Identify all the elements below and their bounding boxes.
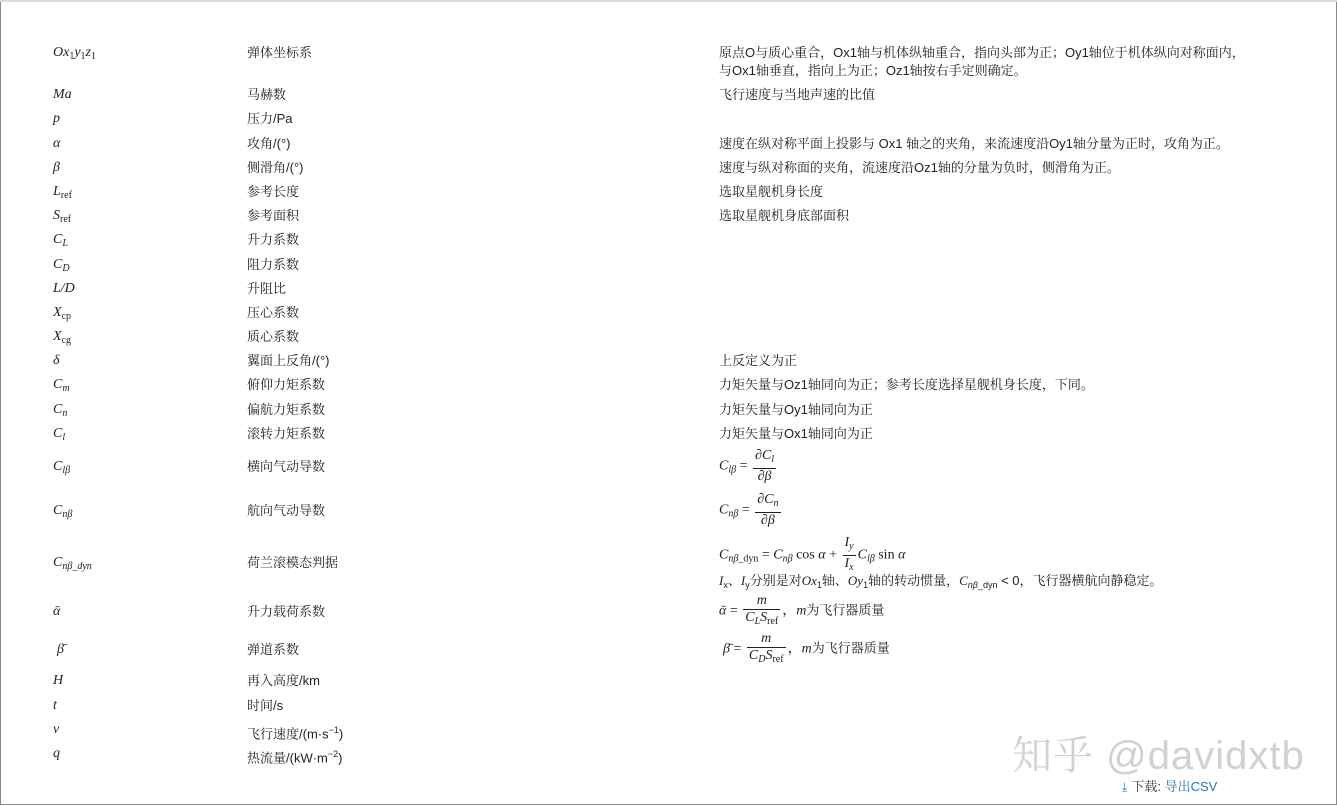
formula-beta-bar: β̄ = $\frac{m}{C_DS_{ref}}$ ，m为飞行器质量 xyxy=(723,631,890,665)
export-csv-link[interactable]: 导出CSV xyxy=(1164,779,1218,794)
name-cell: 翼面上反角/(°) xyxy=(247,353,330,368)
top-border xyxy=(0,0,1337,2)
name-cell: 横向气动导数 xyxy=(247,459,326,474)
description-cell: 选取星舰机身底部面积 xyxy=(719,208,850,223)
name-cell: 俯仰力矩系数 xyxy=(247,377,326,392)
name-cell: 参考面积 xyxy=(247,208,300,223)
symbol-cell: H xyxy=(53,673,64,688)
name-cell: 荷兰滚模态判据 xyxy=(247,555,339,570)
symbol-cell: L/D xyxy=(53,281,75,296)
download-label: 下载: xyxy=(1131,779,1161,794)
symbol-cell: $C_m$ xyxy=(53,377,70,394)
download-footer xyxy=(1122,776,1217,795)
symbol-cell: ᾱ xyxy=(53,604,61,619)
name-cell: 升力系数 xyxy=(247,232,300,247)
symbol-cell: δ xyxy=(53,353,60,368)
description-cell: 速度与纵对称面的夹角，流速度沿Oz1轴的分量为负时，侧滑角为正。 xyxy=(719,160,1120,175)
name-cell: 弹道系数 xyxy=(247,642,300,657)
description-cell: 力矩矢量与Oz1轴同向为正；参考长度选择星舰机身长度，下同。 xyxy=(719,377,1094,392)
name-cell: 阻力系数 xyxy=(247,257,300,272)
name-cell: 再入高度/km xyxy=(247,673,320,688)
symbol-cell: $C_l$ xyxy=(53,426,66,443)
name-cell: 时间/s xyxy=(247,698,284,713)
name-cell: 弹体坐标系 xyxy=(247,45,313,60)
name-cell: 滚转力矩系数 xyxy=(247,426,326,441)
name-cell: 航向气动导数 xyxy=(247,503,326,518)
symbol-cell: β̄ xyxy=(57,642,64,657)
download-icon: ⤓ xyxy=(1122,780,1128,794)
symbol-cell: $C_{l\beta}$ xyxy=(53,459,71,476)
formula-clbeta: $C_{l\beta}$ = $\frac{\partial C_l}{\partial\beta}$ xyxy=(719,448,775,484)
watermark: 知乎 @davidxtb xyxy=(1012,734,1305,778)
name-cell: 压力/Pa xyxy=(247,111,293,126)
symbol-cell: p xyxy=(53,111,60,126)
symbol-cell: $C_L$ xyxy=(53,232,68,249)
name-cell: 参考长度 xyxy=(247,184,300,199)
symbol-cell: $C_D$ xyxy=(53,257,70,274)
formula-cnbeta: $C_{n\beta}$ = $\frac{\partial C_n}{\partial\beta}$ xyxy=(719,492,779,528)
symbol-cell: v xyxy=(53,722,60,737)
symbol-cell: $C_n$ xyxy=(53,402,68,419)
description-cell: 原点O与质心重合，Ox1轴与机体纵轴重合，指向头部为正；Oy1轴位于机体纵向对称面内， 与Ox1轴垂直，指向上为正；Oz1轴按右手定则确定。 xyxy=(719,45,1245,78)
symbol-cell: $S_{ref}$ xyxy=(53,208,72,225)
name-cell: 升阻比 xyxy=(247,281,287,296)
symbol-cell: Ma xyxy=(53,87,72,102)
symbol-cell: $C_{n\beta}$ xyxy=(53,503,73,520)
symbol-cell: q xyxy=(53,746,60,761)
description-cell: 力矩矢量与Ox1轴同向为正 xyxy=(719,426,873,441)
symbol-cell: $X_{cp}$ xyxy=(53,305,72,322)
description-cell: 飞行速度与当地声速的比值 xyxy=(719,87,876,102)
description-cell: 力矩矢量与Oy1轴同向为正 xyxy=(719,402,873,417)
description-cell: $I_x$、$I_y$分别是对$Ox_1$轴、$Oy_1$轴的转动惯量，$C_{n\beta\_dyn} < 0$，飞行器横航向静稳定。 xyxy=(719,573,1163,590)
name-cell: 飞行速度$/(m\cdot s^{-1})$ xyxy=(247,725,344,742)
name-cell: 热流量$/(kW\cdot m^{-2})$ xyxy=(247,749,343,766)
description-cell: 速度在纵对称平面上投影与 Ox1 轴之的夹角，来流速度沿Oy1轴分量为正时，攻角为正。 xyxy=(719,136,1229,151)
name-cell: 升力载荷系数 xyxy=(247,604,326,619)
name-cell: 质心系数 xyxy=(247,329,300,344)
symbol-cell: $X_{cg}$ xyxy=(53,329,72,346)
symbol-cell: t xyxy=(53,698,57,713)
name-cell: 侧滑角/(°) xyxy=(247,160,304,175)
formula-alpha-bar: ᾱ = $\frac{m}{C_LS_{ref}}$ ，m为飞行器质量 xyxy=(719,593,885,627)
name-cell: 攻角/(°) xyxy=(247,136,291,151)
symbol-cell: $Ox_1y_1z_1$ xyxy=(53,45,96,62)
name-cell: 压心系数 xyxy=(247,305,300,320)
symbol-cell: $L_{ref}$ xyxy=(53,184,72,201)
name-cell: 偏航力矩系数 xyxy=(247,402,326,417)
symbol-cell: $C_{n\beta\_dyn}$ xyxy=(53,555,92,572)
symbol-cell: β xyxy=(53,160,60,175)
symbol-cell: α xyxy=(53,136,61,151)
formula-cnbeta-dyn: $C_{n\beta\_dyn} = C_{n\beta}$ cos α + $\frac{I_y}{I_x}$ $C_{l\beta}$ sin α xyxy=(719,535,906,573)
name-cell: 马赫数 xyxy=(247,87,287,102)
description-cell: 上反定义为正 xyxy=(719,353,798,368)
description-cell: 选取星舰机身长度 xyxy=(719,184,824,199)
